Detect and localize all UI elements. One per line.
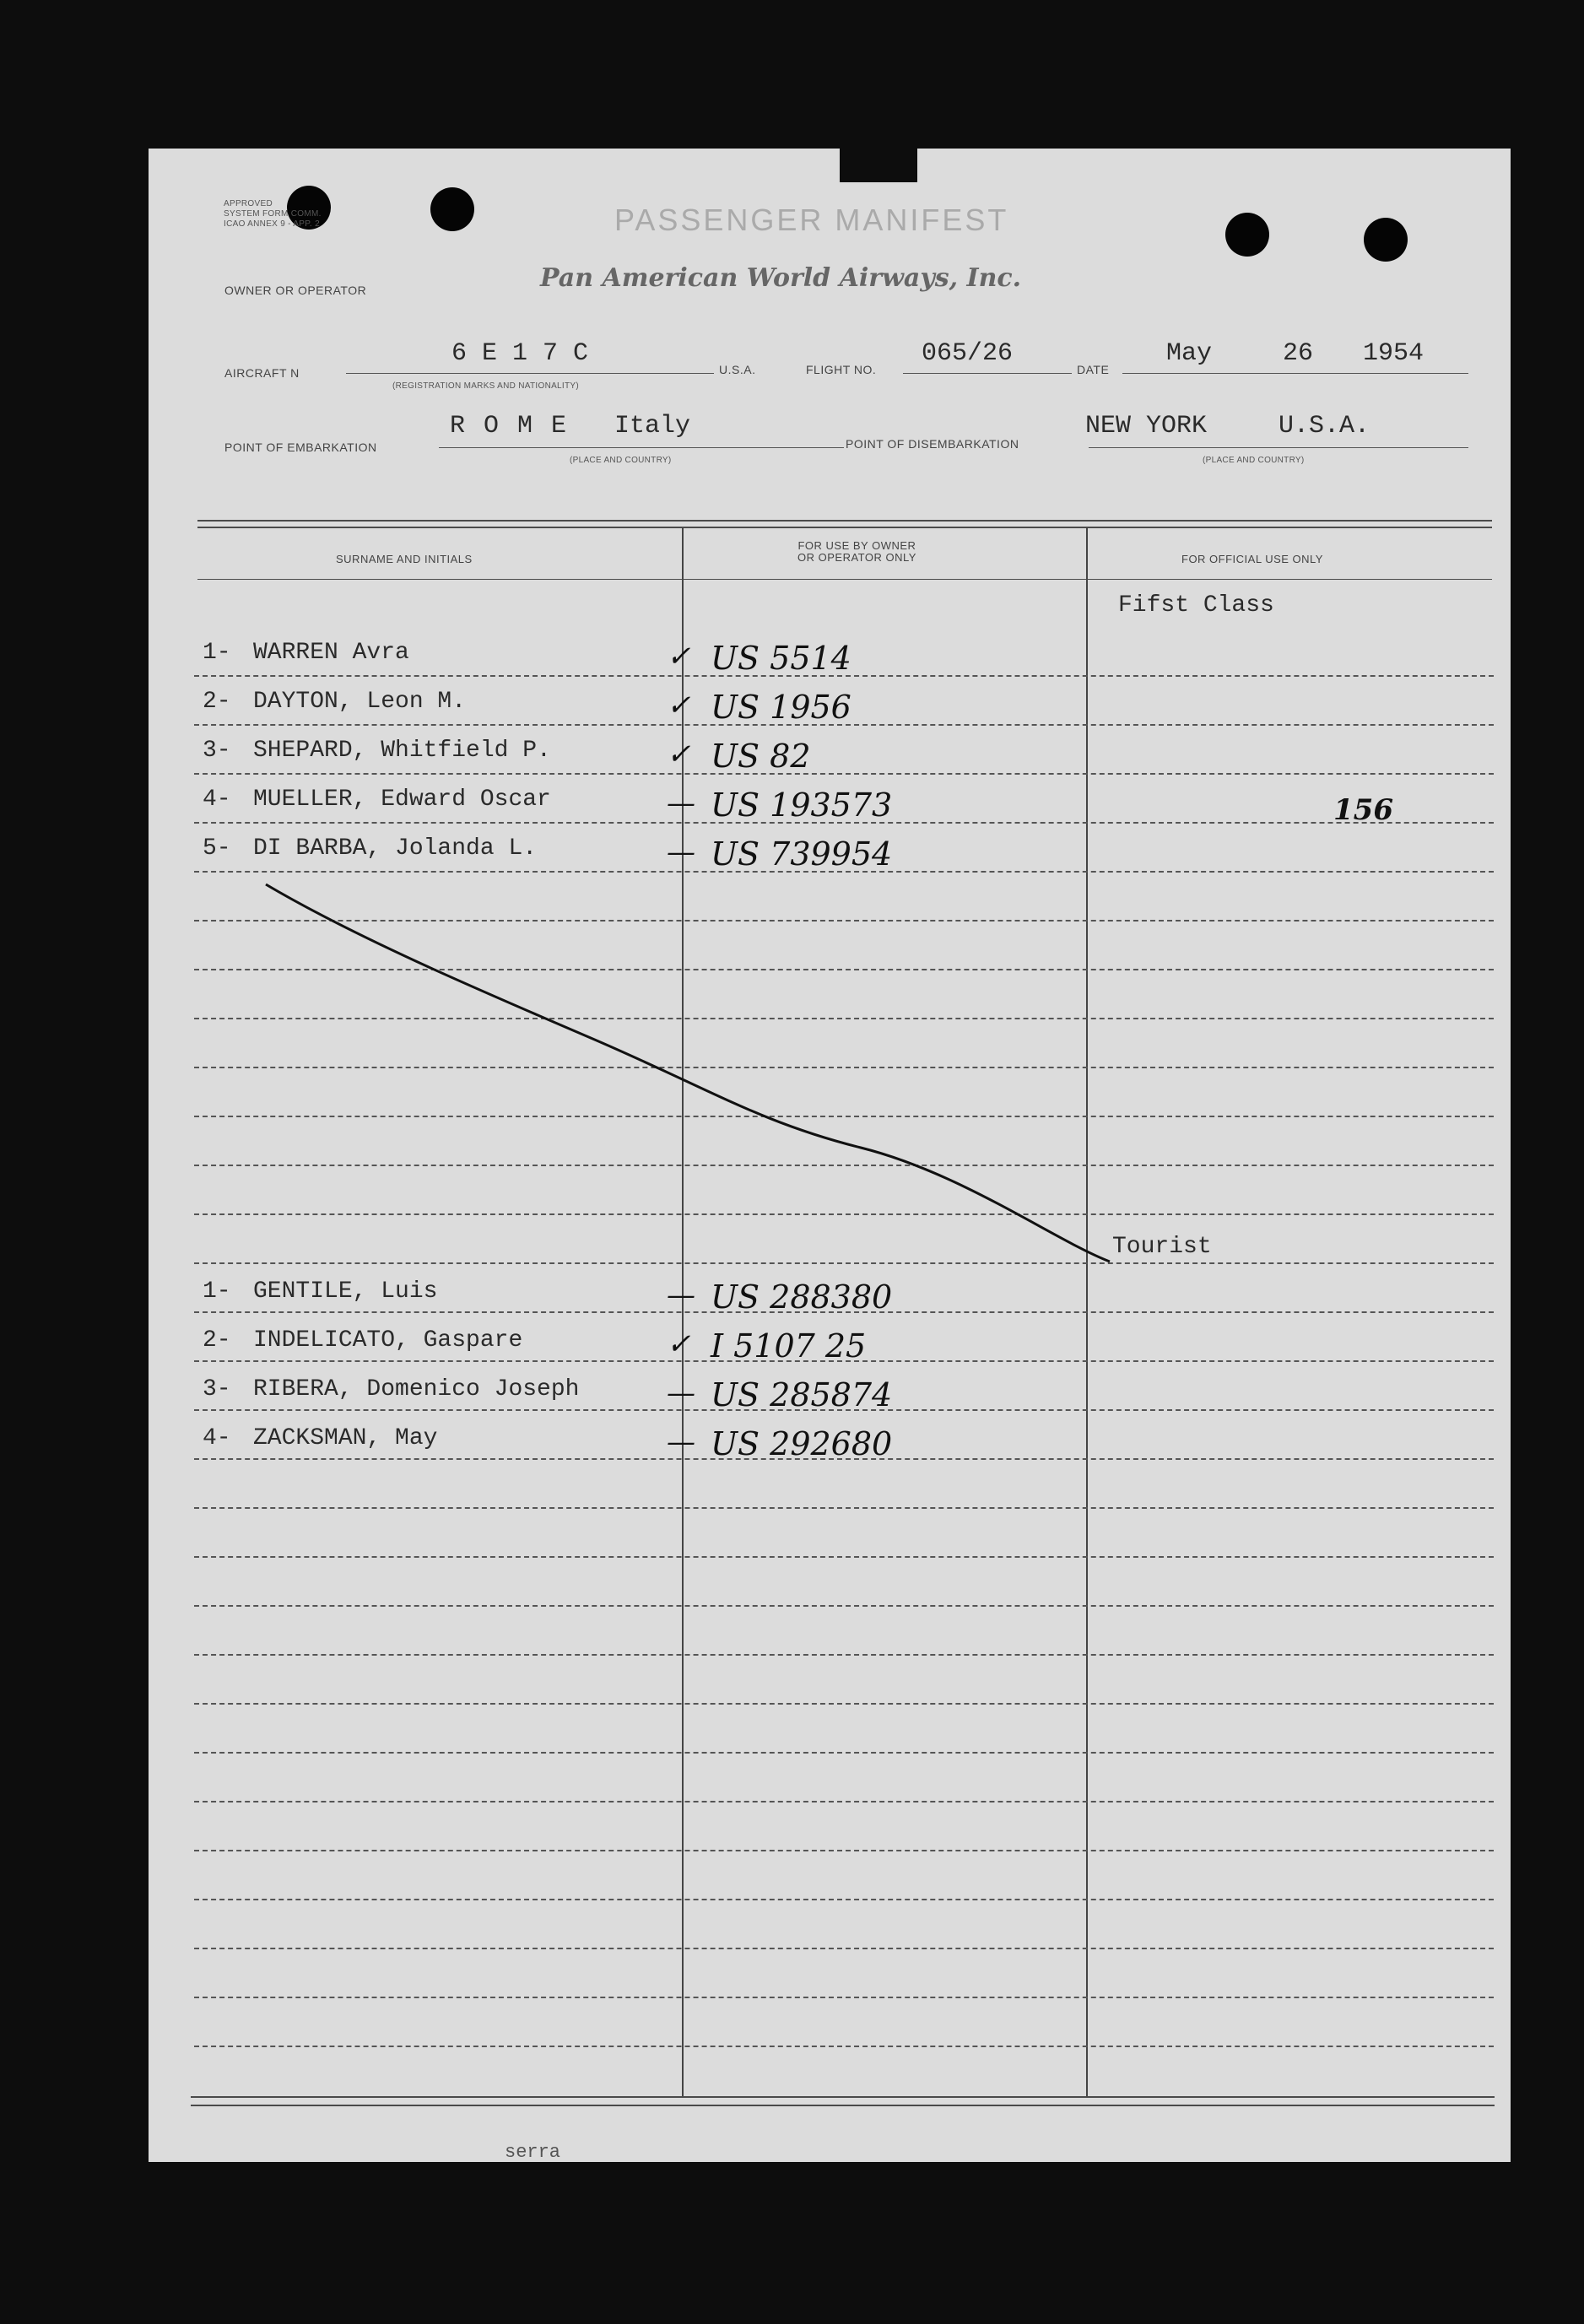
passenger-number: 5- (203, 835, 231, 862)
dash-mark: — (667, 786, 695, 820)
passenger-name: GENTILE, Luis (253, 1278, 438, 1305)
column-header-surname: SURNAME AND INITIALS (336, 553, 473, 565)
passenger-number: 4- (203, 1425, 231, 1451)
disembarkation-label: POINT OF DISEMBARKATION (846, 437, 1019, 451)
check-mark: ✓ (667, 738, 691, 771)
cancel-line (266, 884, 1110, 1262)
dash-mark: — (667, 1425, 695, 1459)
owner-label: OWNER OR OPERATOR (224, 284, 367, 297)
passenger-number: 2- (203, 689, 231, 715)
passenger-number: 1- (203, 1278, 231, 1305)
disembarkation-country: U.S.A. (1279, 412, 1370, 440)
passenger-number: 4- (203, 786, 231, 813)
approval-line: SYSTEM FORM COMM. (224, 209, 322, 219)
passenger-name: WARREN Avra (253, 640, 409, 666)
owner-header-line: OR OPERATOR ONLY (797, 551, 916, 564)
aircraft-label: AIRCRAFT N (224, 366, 300, 380)
document-number: US 5514 (711, 640, 851, 677)
dash-mark: — (667, 835, 695, 869)
passenger-name: ZACKSMAN, May (253, 1425, 438, 1451)
page-title: PASSENGER MANIFEST (614, 203, 1009, 237)
section-first-class: Fifst Class (1118, 592, 1274, 619)
passenger-name: INDELICATO, Gaspare (253, 1327, 523, 1354)
passenger-name: DAYTON, Leon M. (253, 689, 467, 715)
column-header-official: FOR OFFICIAL USE ONLY (1181, 553, 1323, 565)
passenger-number: 2- (203, 1327, 231, 1354)
disembarkation-city: NEW YORK (1085, 412, 1208, 440)
date-day: 26 (1283, 339, 1314, 368)
passenger-name: SHEPARD, Whitfield P. (253, 738, 551, 764)
passenger-name: MUELLER, Edward Oscar (253, 786, 551, 813)
date-year: 1954 (1363, 339, 1425, 368)
passenger-name: DI BARBA, Jolanda L. (253, 835, 538, 862)
approval-line: ICAO ANNEX 9 - APP. 2 (224, 219, 320, 229)
document-number: US 285874 (711, 1376, 893, 1413)
passenger-number: 3- (203, 738, 231, 764)
footer-note: serra (505, 2142, 561, 2163)
owner-name: Pan American World Airways, Inc. (540, 263, 1022, 293)
date-label: DATE (1077, 363, 1110, 376)
check-mark: ✓ (667, 1327, 691, 1361)
check-mark: ✓ (667, 689, 691, 722)
check-mark: ✓ (667, 640, 691, 673)
document-number: US 292680 (711, 1425, 893, 1462)
document-number: US 193573 (711, 786, 893, 824)
date-month: May (1166, 339, 1213, 368)
aircraft-value: 6 E 1 7 C (451, 339, 589, 368)
usa-label: U.S.A. (719, 363, 756, 376)
passenger-number: 3- (203, 1376, 231, 1403)
document-number: I 5107 25 (711, 1327, 867, 1365)
document-number: US 288380 (711, 1278, 893, 1316)
embarkation-city: R O M E (450, 412, 569, 440)
flight-value: 065/26 (922, 339, 1014, 368)
document-number: US 739954 (711, 835, 893, 873)
aircraft-sublabel: (REGISTRATION MARKS AND NATIONALITY) (392, 381, 580, 391)
official-number: 156 (1333, 793, 1393, 827)
passenger-name: RIBERA, Domenico Joseph (253, 1376, 580, 1403)
owner-header-line: FOR USE BY OWNER (797, 539, 916, 552)
document-number: US 1956 (711, 689, 851, 726)
approval-line: APPROVED (224, 199, 273, 208)
dash-mark: — (667, 1376, 695, 1410)
embarkation-label: POINT OF EMBARKATION (224, 440, 377, 454)
embarkation-country: Italy (614, 412, 691, 440)
section-tourist: Tourist (1112, 1234, 1212, 1260)
embarkation-sublabel: (PLACE AND COUNTRY) (570, 456, 672, 465)
passenger-number: 1- (203, 640, 231, 666)
document-number: US 82 (711, 738, 811, 775)
flight-label: FLIGHT NO. (806, 363, 877, 376)
dash-mark: — (667, 1278, 695, 1312)
disembarkation-sublabel: (PLACE AND COUNTRY) (1203, 456, 1305, 465)
